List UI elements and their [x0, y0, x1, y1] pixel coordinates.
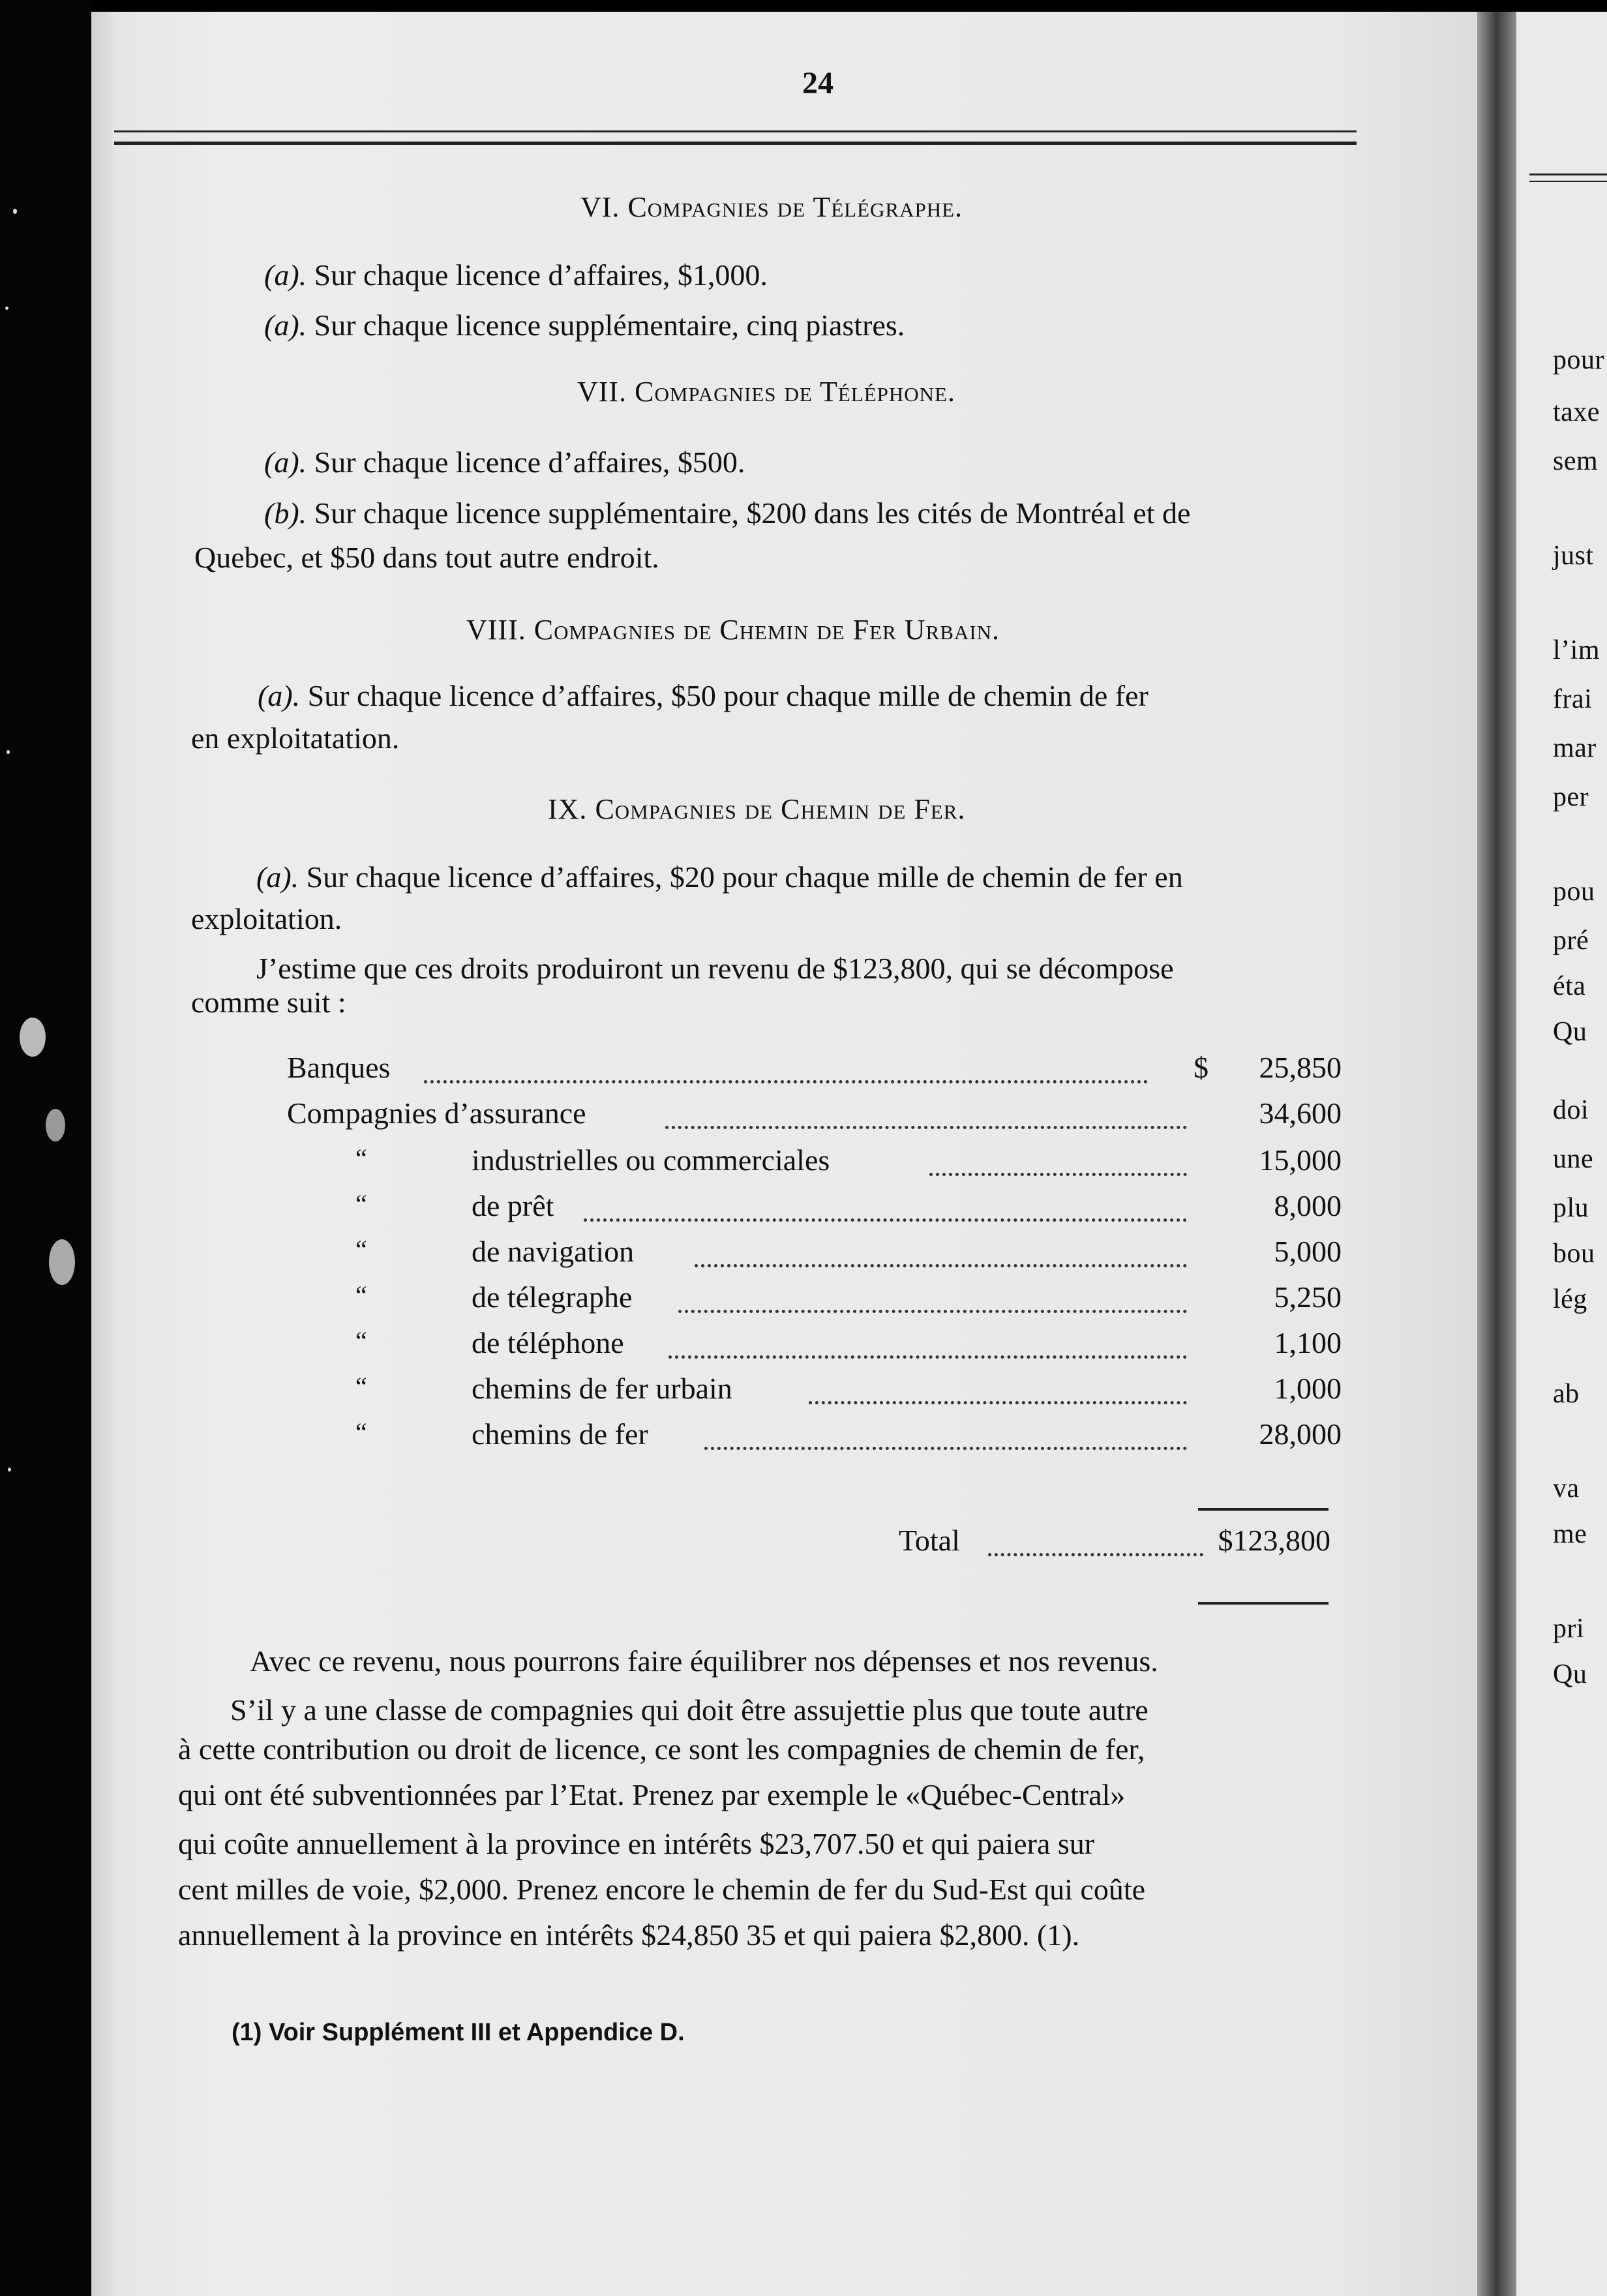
page-number: 24: [802, 66, 834, 100]
section-heading: [548, 793, 965, 826]
next-page-fragment: pou: [1553, 877, 1595, 907]
next-page-fragment: pré: [1553, 926, 1589, 956]
ditto-mark: “: [355, 1326, 367, 1355]
next-page-header-rule: [1529, 174, 1607, 182]
section-number: VI.: [580, 191, 620, 223]
paragraph-line: qui coûte annuellement à la province en intérêts $23,707.50 et qui paiera sur: [178, 1827, 1095, 1860]
dot-leader: [584, 1218, 1187, 1222]
sum-rule: [1198, 1508, 1329, 1511]
section-heading: [580, 190, 963, 224]
row-name: de navigation: [472, 1235, 635, 1268]
row-name: Compagnies d’assurance: [287, 1096, 586, 1130]
page-gutter: [1477, 12, 1516, 2296]
clause: [264, 258, 768, 292]
clause-text: Sur chaque licence supplémentaire, $200 dans les cités de Montréal et de: [314, 496, 1191, 530]
row-name: chemins de fer: [472, 1417, 648, 1451]
next-page-fragment: me: [1553, 1519, 1587, 1549]
clause-label: (a).: [256, 860, 299, 894]
paragraph-line: qui ont été subventionnées par l’Etat. Prenez par exemple le «Québec-Central»: [178, 1778, 1126, 1811]
ditto-mark: “: [355, 1235, 367, 1264]
scan-left-border: [0, 0, 91, 2296]
dot-leader: [695, 1264, 1187, 1267]
ditto-mark: “: [355, 1189, 367, 1218]
clause: [256, 860, 1183, 894]
dot-leader: [988, 1553, 1203, 1556]
clause-continuation: Quebec, et $50 dans tout autre endroit.: [194, 541, 659, 574]
next-page-fragment: doi: [1553, 1095, 1589, 1125]
ditto-mark: “: [355, 1372, 367, 1401]
next-page-fragment: pour: [1553, 345, 1604, 375]
clause-text: Sur chaque licence d’affaires, $500.: [314, 446, 745, 479]
row-amount: 8,000: [1274, 1189, 1342, 1222]
clause-label: (a).: [264, 309, 307, 342]
clause-label: (a).: [258, 679, 301, 712]
header-rule: [114, 130, 1357, 145]
clause: [264, 308, 905, 342]
clause-text: Sur chaque licence supplémentaire, cinq piastres.: [314, 309, 905, 342]
section-number: IX.: [548, 793, 588, 825]
table-row: [287, 1050, 1342, 1089]
clause-text: Sur chaque licence d’affaires, $20 pour chaque mille de chemin de fer en: [306, 860, 1183, 894]
next-page-fragment: plu: [1553, 1193, 1589, 1223]
row-amount: 1,000: [1274, 1372, 1342, 1405]
next-page-fragment: Qu: [1553, 1017, 1587, 1047]
paragraph: Avec ce revenu, nous pourrons faire équilibrer nos dépenses et nos revenus.: [250, 1644, 1158, 1678]
next-page-fragment: just: [1553, 541, 1594, 571]
ditto-mark: “: [355, 1280, 367, 1310]
clause-label: (a).: [264, 446, 307, 479]
section-heading: [466, 613, 1000, 646]
clause-continuation: en exploitatation.: [191, 721, 400, 755]
total-row: [894, 1523, 1330, 1562]
section-title: Compagnies de Chemin de Fer Urbain.: [533, 614, 1000, 646]
estimate-line: J’estime que ces droits produiront un revenu de $123,800, qui se décompose: [256, 952, 1174, 985]
dot-leader: [929, 1173, 1187, 1176]
table-row: [287, 1417, 1342, 1456]
clause-label: (a).: [264, 258, 307, 292]
paragraph-line: S’il y a une classe de compagnies qui doit être assujettie plus que toute autre: [230, 1693, 1149, 1727]
section-title: Compagnies de Téléphone.: [635, 376, 956, 408]
estimate-line: comme suit :: [191, 986, 346, 1019]
dot-leader: [665, 1126, 1187, 1129]
ditto-mark: “: [355, 1143, 367, 1173]
next-page-fragment: bou: [1553, 1239, 1595, 1269]
table-row: [287, 1188, 1342, 1228]
table-row: [287, 1096, 1342, 1135]
next-page-fragment: l’im: [1553, 635, 1600, 665]
table-row: [287, 1280, 1342, 1319]
total-underline: [1198, 1602, 1329, 1605]
row-name: de télegraphe: [472, 1280, 633, 1314]
next-page-fragment: mar: [1553, 733, 1597, 763]
table-row: [287, 1325, 1342, 1365]
total-label: Total: [899, 1524, 960, 1557]
clause-text: Sur chaque licence d’affaires, $50 pour chaque mille de chemin de fer: [307, 679, 1149, 712]
dot-leader: [809, 1401, 1187, 1404]
section-heading: [577, 375, 955, 408]
row-amount: 28,000: [1259, 1417, 1342, 1451]
table-row: [287, 1234, 1342, 1273]
dot-leader: [668, 1355, 1187, 1359]
paragraph-line: annuellement à la province en intérêts $24,850 35 et qui paiera $2,800. (1).: [178, 1918, 1080, 1952]
row-name: de prêt: [472, 1189, 554, 1222]
row-amount: 5,000: [1274, 1235, 1342, 1268]
dot-leader: [678, 1310, 1187, 1313]
paragraph-line: cent milles de voie, $2,000. Prenez encore le chemin de fer du Sud-Est qui coûte: [178, 1873, 1146, 1906]
next-page-fragment: frai: [1553, 684, 1593, 714]
table-row: [287, 1143, 1342, 1182]
footnote: (1) Voir Supplément III et Appendice D.: [232, 2019, 685, 2046]
dot-leader: [704, 1447, 1187, 1450]
row-name: chemins de fer urbain: [472, 1372, 732, 1405]
next-page-fragment: éta: [1553, 971, 1586, 1001]
row-name: industrielles ou commerciales: [472, 1143, 830, 1177]
clause-text: Sur chaque licence d’affaires, $1,000.: [314, 258, 768, 292]
section-number: VIII.: [466, 614, 526, 646]
dollar-sign: $: [1194, 1051, 1209, 1084]
next-page-fragment: une: [1553, 1144, 1594, 1174]
clause: [264, 496, 1190, 530]
next-page-fragment: taxe: [1553, 397, 1600, 427]
dot-leader: [424, 1080, 1148, 1083]
row-amount: 25,850: [1259, 1051, 1342, 1084]
next-page-fragment: va: [1553, 1473, 1580, 1503]
row-amount: 5,250: [1274, 1280, 1342, 1314]
section-title: Compagnies de Télégraphe.: [627, 191, 963, 223]
section-title: Compagnies de Chemin de Fer.: [595, 793, 966, 825]
next-page-fragment: ab: [1553, 1379, 1580, 1409]
ditto-mark: “: [355, 1417, 367, 1447]
next-page-fragment: pri: [1553, 1614, 1585, 1644]
clause-label: (b).: [264, 496, 307, 530]
next-page-fragment: sem: [1553, 446, 1599, 476]
clause: [264, 445, 745, 479]
row-amount: 1,100: [1274, 1326, 1342, 1359]
next-page-edge: [1516, 12, 1607, 2296]
clause: [258, 678, 1149, 713]
row-amount: 34,600: [1259, 1096, 1342, 1130]
next-page-fragment: per: [1553, 782, 1589, 812]
row-amount: 15,000: [1259, 1143, 1342, 1177]
paragraph-line: à cette contribution ou droit de licence, ce sont les compagnies de chemin de fer,: [178, 1732, 1145, 1766]
row-name: de téléphone: [472, 1326, 624, 1359]
table-row: [287, 1371, 1342, 1410]
section-number: VII.: [577, 376, 627, 408]
clause-continuation: exploitation.: [191, 902, 342, 935]
next-page-fragment: Qu: [1553, 1659, 1587, 1689]
row-name: Banques: [287, 1051, 391, 1084]
total-amount: $123,800: [1218, 1524, 1330, 1557]
next-page-fragment: lég: [1553, 1284, 1587, 1314]
